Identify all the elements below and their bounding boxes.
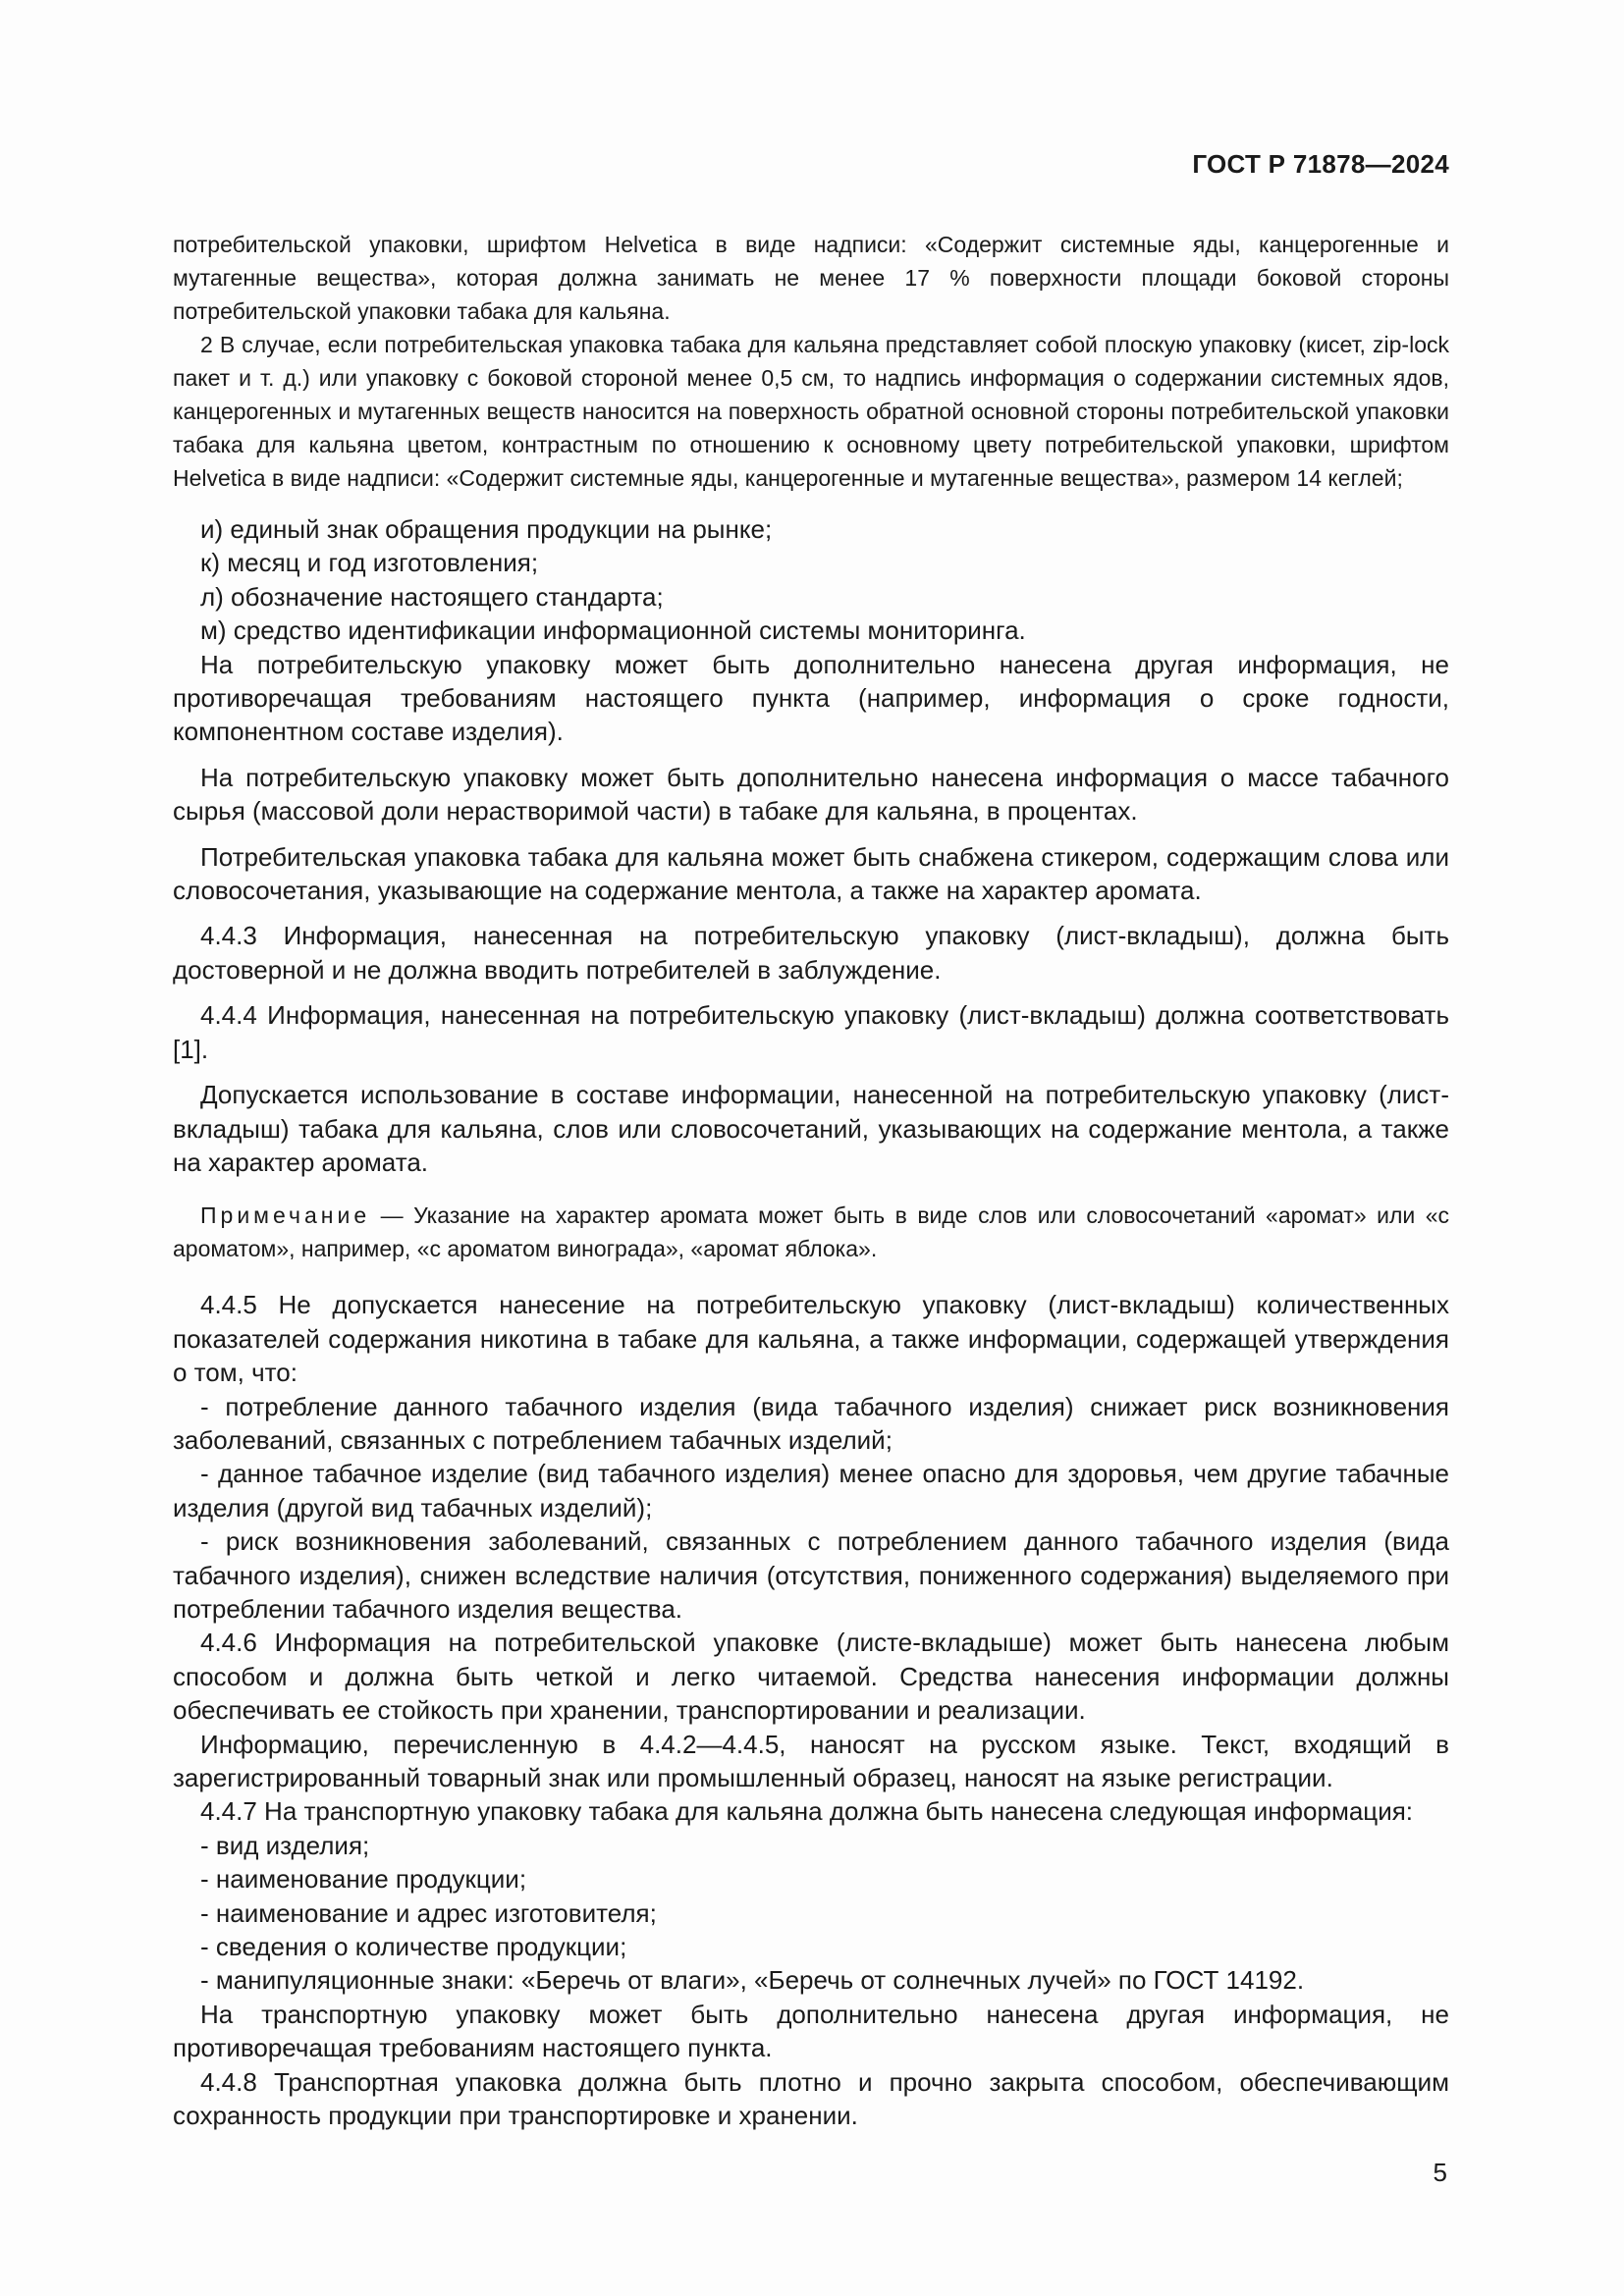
dash-item-risk: - потребление данного табачного изделия (вида табачного изделия) снижает риск возникновения заболеваний, связанных с потреблением табачных изделий;: [173, 1391, 1449, 1455]
paragraph-transport-additional: На транспортную упаковку может быть дополнительно нанесена другая информация, не противоречащая требованиям настоящего пункта.: [173, 1999, 1449, 2063]
paragraph-4-4-3: 4.4.3 Информация, нанесенная на потребительскую упаковку (лист-вкладыш), должна быть достоверной и не должна вводить потребителей в заблуждение.: [173, 921, 1449, 985]
list-item-m: м) средство идентификации информационной системы мониторинга.: [200, 615, 1026, 646]
dash-item-reduced-risk: - риск возникновения заболеваний, связанных с потреблением данного табачного изделия (вида табачного изделия), снижен вследствие наличия (отсутствия, пониженного содержания) выделяемого при потреблении табачного изделия вещества.: [173, 1526, 1449, 1624]
document-standard-id: ГОСТ Р 71878—2024: [1192, 149, 1449, 179]
document-body: [173, 228, 1449, 2132]
paragraph-note-2: 2 В случае, если потребительская упаковка табака для кальяна представляет собой плоскую упаковку (кисет, zip-lock пакет и т. д.) или упаковку с боковой стороной менее 0,5 см, то надпись информация о содержании системных ядов, канцерогенных и мутагенных веществ наносится на поверхность обратной основной стороны потребительской упаковки табака для кальяна цветом, контрастным по отношению к основному цвету потребительской упаковки, шрифтом Helvetica в виде надписи: «Содержит системные яды, канцерогенные и мутагенные вещества», размером 14 кеглей;: [173, 332, 1449, 491]
note-text: — Указание на характер аромата может быть в виде слов или словосочетаний «аромат» или «с ароматом», например, «с ароматом винограда», «аромат яблока».: [173, 1202, 1449, 1262]
dash-item-handling-marks: - манипуляционные знаки: «Беречь от влаги», «Беречь от солнечных лучей» по ГОСТ 14192.: [200, 1965, 1305, 1996]
paragraph-continuation: потребительской упаковки, шрифтом Helvetica в виде надписи: «Содержит системные яды, канцерогенные и мутагенные вещества», которая должна занимать не менее 17 % поверхности площади боковой стороны потребительской упаковки табака для кальяна.: [173, 232, 1449, 324]
dash-item-product-type: - вид изделия;: [200, 1830, 370, 1860]
list-item-i: и) единый знак обращения продукции на рынке;: [200, 514, 773, 544]
list-item-k: к) месяц и год изготовления;: [200, 548, 539, 578]
paragraph-4-4-6: 4.4.6 Информация на потребительской упаковке (листе-вкладыше) может быть нанесена любым способом и должна быть четкой и легко читаемой. Средства нанесения информации должны обеспечивать ее стойкость при хранении, транспортировании и реализации.: [173, 1628, 1449, 1726]
paragraph-4-4-4: 4.4.4 Информация, нанесенная на потребительскую упаковку (лист-вкладыш) должна соответствовать [1].: [173, 1000, 1449, 1064]
paragraph-additional-info: На потребительскую упаковку может быть дополнительно нанесена другая информация, не противоречащая требованиям настоящего пункта (например, информация о сроке годности, компонентном составе изделия).: [173, 649, 1449, 747]
list-item-l: л) обозначение настоящего стандарта;: [200, 581, 664, 612]
paragraph-4-4-5: 4.4.5 Не допускается нанесение на потребительскую упаковку (лист-вкладыш) количественных показателей содержания никотина в табаке для кальяна, а также информации, содержащей утверждения о том, что:: [173, 1290, 1449, 1388]
paragraph-tobacco-mass: На потребительскую упаковку может быть дополнительно нанесена информация о массе табачного сырья (массовой доли нерастворимой части) в табаке для кальяна, в процентах.: [173, 762, 1449, 827]
dash-item-less-dangerous: - данное табачное изделие (вид табачного изделия) менее опасно для здоровья, чем другие табачные изделия (другой вид табачных изделий);: [173, 1459, 1449, 1522]
paragraph-4-4-7: 4.4.7 На транспортную упаковку табака для кальяна должна быть нанесена следующая информация:: [200, 1796, 1414, 1827]
dash-item-product-name: - наименование продукции;: [200, 1864, 527, 1895]
page-number: 5: [1433, 2158, 1447, 2187]
dash-item-quantity: - сведения о количестве продукции;: [200, 1932, 627, 1962]
note-block: [173, 1199, 1449, 1265]
paragraph-menthol: Допускается использование в составе информации, нанесенной на потребительскую упаковку (лист-вкладыш) табака для кальяна, слов или словосочетаний, указывающих на содержание ментола, а также на характер аромата.: [173, 1080, 1449, 1177]
paragraph-sticker: Потребительская упаковка табака для кальяна может быть снабжена стикером, содержащим слова или словосочетания, указывающие на содержание ментола, а также на характер аромата.: [173, 841, 1449, 906]
dash-item-manufacturer: - наименование и адрес изготовителя;: [200, 1897, 657, 1928]
paragraph-4-4-8: 4.4.8 Транспортная упаковка должна быть плотно и прочно закрыта способом, обеспечивающим сохранность продукции при транспортировке и хранении.: [173, 2066, 1449, 2131]
note-label: Примечание: [200, 1202, 371, 1229]
paragraph-language: Информацию, перечисленную в 4.4.2—4.4.5, наносят на русском языке. Текст, входящий в зарегистрированный товарный знак или промышленный образец, наносят на языке регистрации.: [173, 1729, 1449, 1792]
